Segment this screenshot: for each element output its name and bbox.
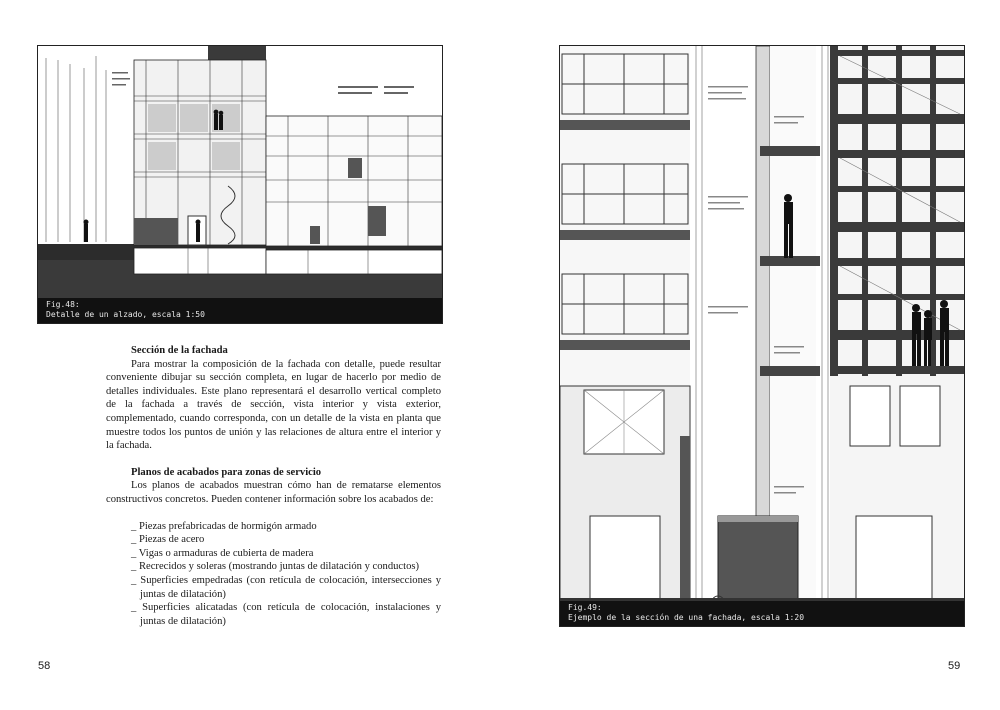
list-item: _ Superficies alicatadas (con retícula de colocación, instalaciones y juntas de dilatación) [131,602,441,627]
section-body-facade: Para mostrar la composición de la fachada con detalle, puede resultar conveniente dibujar su sección completa, en lugar de hacerlo por medio de detalles individuales. Este plano representará el desarrollo vertical completo de la fachada a través de sección, vista interior y vista exterior, complementado, cuando corresponda, con un detalle de la vista en planta que muestre todos los puntos de unión y las relaciones de altura entre el interior y la fachada. [106,358,441,452]
list-item: _ Piezas prefabricadas de hormigón armado [131,520,317,532]
figure-48-caption [38,298,442,323]
figure-49-number: Fig.49: [568,603,602,612]
elevation-drawing [38,46,442,323]
section-body-finishes: Los planos de acabados muestran cómo han de rematarse elementos constructivos concretos. Pueden contener información sobre los acabados de: [106,480,441,505]
list-item: _ Recrecidos y soleras (mostrando juntas de dilatación y conductos) [131,561,420,573]
right-elevation [830,46,964,606]
list-item: _ Vigas o armaduras de cubierta de madera [131,547,314,559]
left-elevation [560,46,690,606]
figure-49-caption [560,601,964,626]
figure-48 [37,45,443,324]
body-text [106,344,441,628]
page-number-right: 59 [948,660,961,672]
section-heading-facade: Sección de la fachada [131,345,228,356]
section-heading-finishes: Planos de acabados para zonas de servicio [131,466,322,478]
facade-section-drawing [560,46,964,626]
page-number-left: 58 [38,660,51,672]
finishes-list [106,520,441,629]
figure-48-number: Fig.48: [46,300,80,309]
figure-49 [559,45,965,627]
figure-48-caption-text: Detalle de un alzado, escala 1:50 [46,310,205,319]
list-item: _ Piezas de acero [131,534,205,546]
list-item: _ Superficies empedradas (con retícula de colocación, intersecciones y juntas de dilatación) [131,574,441,600]
figure-49-caption-text: Ejemplo de la sección de una fachada, escala 1:20 [568,613,805,622]
